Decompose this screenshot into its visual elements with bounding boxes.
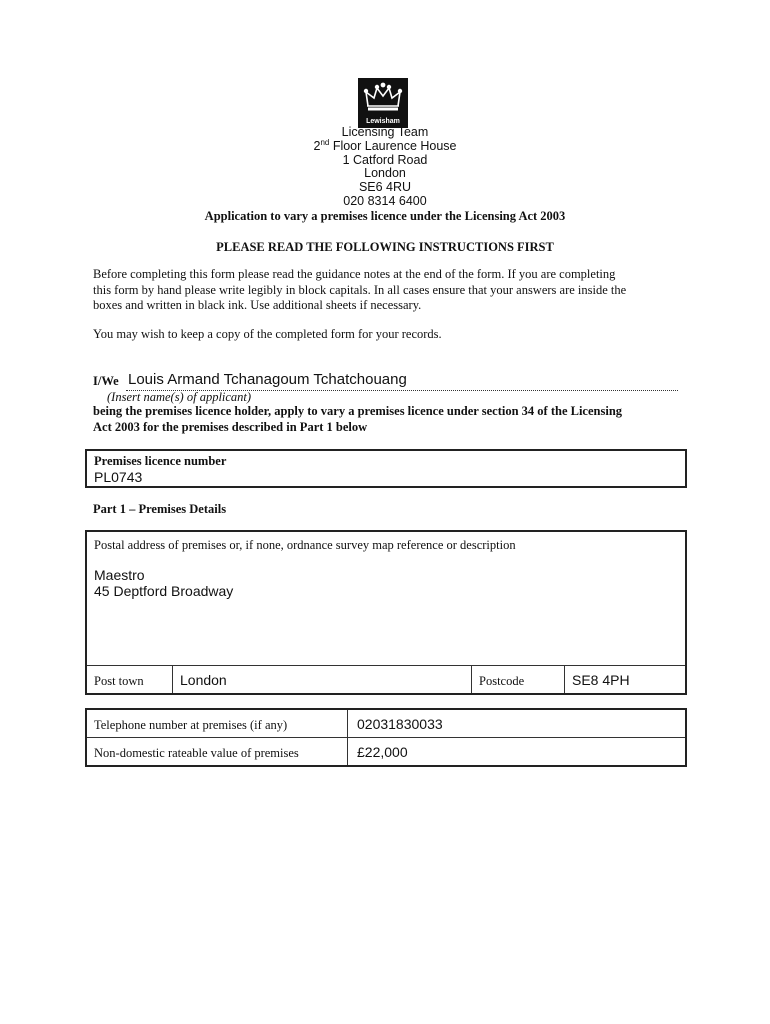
- premises-address-box: [85, 530, 687, 695]
- licence-number-field[interactable]: PL0743: [94, 469, 143, 485]
- instructions-paragraph: Before completing this form please read the guidance notes at the end of the form. If you are completing this form by hand please write legibly in block capitals. In all cases ensure that your answers are inside the boxes and written in black ink. Use additional sheets if necessary.: [93, 267, 627, 312]
- part1-heading: Part 1 – Premises Details: [93, 502, 227, 516]
- lewisham-logo: [358, 78, 408, 128]
- address-postcode: SE6 4RU: [358, 180, 412, 195]
- instructions-heading: PLEASE READ THE FOLLOWING INSTRUCTIONS FIRST: [216, 240, 554, 254]
- council-address: [185, 126, 585, 209]
- post-town-label: Post town: [94, 674, 144, 688]
- telephone-label: Telephone number at premises (if any): [94, 718, 288, 732]
- premises-address-field[interactable]: Maestro 45 Deptford Broadway: [94, 567, 234, 599]
- divider: [347, 710, 348, 765]
- post-town-row: [87, 666, 685, 693]
- rateable-field[interactable]: £22,000: [357, 744, 408, 760]
- address-street: 1 Catford Road: [342, 152, 428, 167]
- address-city: London: [364, 166, 406, 181]
- rateable-label: Non-domestic rateable value of premises: [94, 746, 299, 760]
- licence-number-label: Premises licence number: [94, 454, 227, 468]
- postcode-label: Postcode: [479, 674, 525, 688]
- address-field-label: Postal address of premises or, if none, ordnance survey map reference or description: [94, 538, 516, 552]
- telephone-row: [87, 710, 685, 738]
- postcode-field[interactable]: SE8 4PH: [572, 672, 630, 688]
- address-phone: 020 8314 6400: [343, 193, 427, 208]
- form-title: Application to vary a premises licence under the Licensing Act 2003: [204, 209, 566, 223]
- rateable-row: [87, 738, 685, 765]
- applicant-statement: being the premises licence holder, apply to vary a premises licence under section 34 of the Licensing Act 2003 for the premises described in Part 1 below: [93, 404, 623, 434]
- address-team: Licensing Team: [341, 125, 429, 139]
- telephone-field[interactable]: 02031830033: [357, 716, 443, 732]
- applicant-hint: (Insert name(s) of applicant): [107, 390, 252, 404]
- logo-text: Lewisham: [366, 118, 400, 125]
- address-floor: 2nd Floor Laurence House: [313, 137, 457, 153]
- applicant-name-value[interactable]: Louis Armand Tchanagoum Tchatchouang: [128, 371, 407, 388]
- telephone-rateable-box: [85, 708, 687, 767]
- copy-note: You may wish to keep a copy of the completed form for your records.: [93, 327, 442, 341]
- applicant-label: I/We: [93, 374, 119, 388]
- licence-number-box: [85, 449, 687, 488]
- post-town-field[interactable]: London: [180, 672, 227, 688]
- crown-icon: [363, 82, 403, 112]
